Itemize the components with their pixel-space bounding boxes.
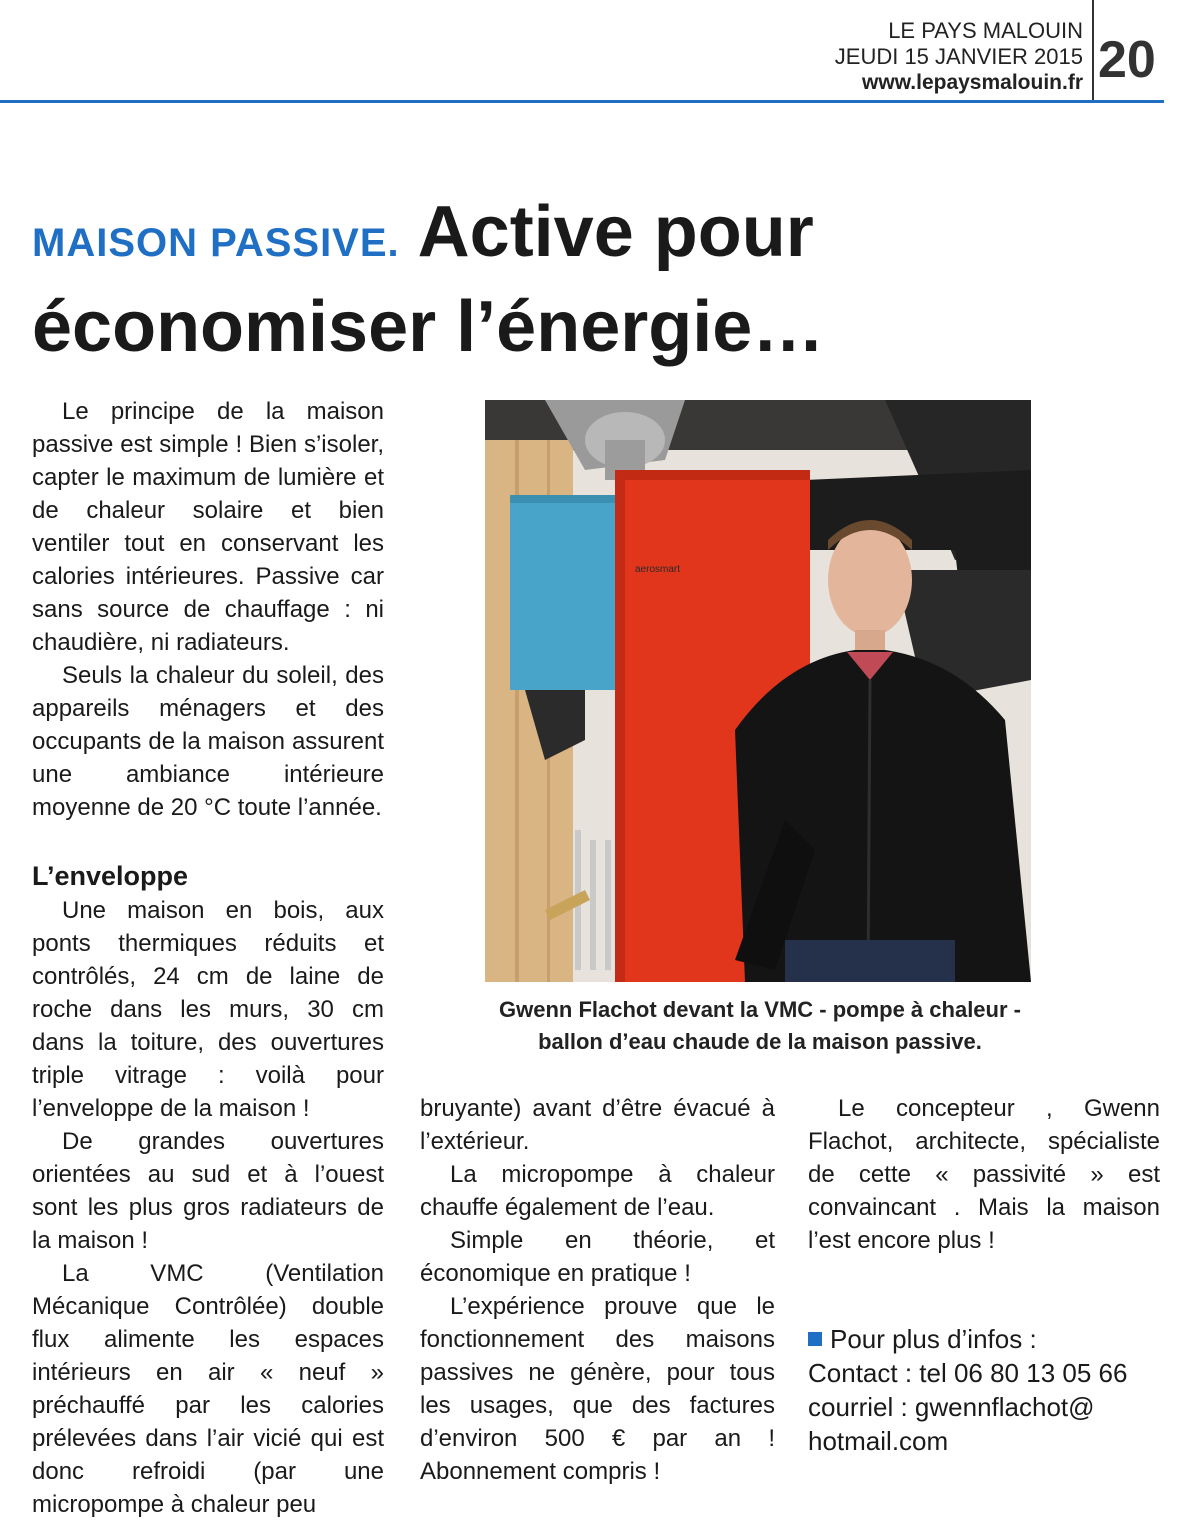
paragraph: La VMC (Ventilation Mécanique Contrôlée) double flux alimente les espaces intérieurs en air « neuf » préchauffé par les calories prélevées dans l’air vicié qui est donc refroidi (par une micropompe à chaleur peu: [32, 1260, 384, 1518]
subheading: L’enveloppe: [32, 861, 189, 891]
newspaper-url[interactable]: www.lepaysmalouin.fr: [862, 71, 1083, 94]
header-rule: [0, 100, 1164, 103]
caption-line: ballon d’eau chaude de la maison passive.: [538, 1029, 982, 1054]
paragraph: bruyante) avant d’être évacué à l’extérieur.: [420, 1095, 775, 1155]
masthead-divider: [1092, 0, 1094, 102]
info-heading: Pour plus d’infos :: [808, 1322, 1168, 1356]
headline-title: Active pour économiser l’énergie…: [32, 192, 825, 367]
contact-email[interactable]: courriel : gwennflachot@: [808, 1392, 1095, 1422]
paragraph: L’expérience prouve que le fonctionnement des maisons passives ne génère, pour tous les usages, que des factures d’environ 500 € par an ! Abonnement compris !: [420, 1293, 775, 1485]
square-bullet-icon: [808, 1332, 822, 1346]
paragraph: Le concepteur , Gwenn Flachot, architecte, spécialiste de cette « passivité » est convaincant . Mais la maison l’est encore plus !: [808, 1095, 1160, 1254]
contact-phone: Contact : tel 06 80 13 05 66: [808, 1358, 1128, 1388]
paragraph: Une maison en bois, aux ponts thermiques réduits et contrôlés, 24 cm de laine de roche dans les murs, 30 cm dans la toiture, des ouvertures triple vitrage : voilà pour l’enveloppe de la maison !: [32, 897, 384, 1122]
unit-brand-label: aerosmart: [635, 564, 681, 575]
info-box: [808, 1322, 1168, 1458]
newspaper-name: LE PAYS MALOUIN: [888, 18, 1083, 43]
article-photo: [485, 400, 1031, 982]
contact-email[interactable]: hotmail.com: [808, 1426, 949, 1456]
photo-caption: [420, 994, 1100, 1058]
paragraph: Seuls la chaleur du soleil, des appareils ménagers et des occupants de la maison assurent une ambiance intérieure moyenne de 20 °C toute l’année.: [32, 662, 384, 821]
article-column-right: [808, 1092, 1160, 1257]
article-column-left: [32, 395, 384, 1521]
paragraph: Le principe de la maison passive est simple ! Bien s’isoler, capter le maximum de lumière et de chaleur solaire et bien ventiler tout en conservant les calories intérieures. Passive car sans source de chauffage : ni chaudière, ni radiateurs.: [32, 398, 384, 656]
article-headline: [32, 190, 1152, 369]
page-number: 20: [1098, 31, 1156, 89]
headline-kicker: MAISON PASSIVE.: [32, 221, 400, 265]
caption-line: Gwenn Flachot devant la VMC - pompe à chaleur -: [499, 997, 1021, 1022]
paragraph: Simple en théorie, et économique en pratique !: [420, 1227, 775, 1287]
paragraph: La micropompe à chaleur chauffe également de l’eau.: [420, 1161, 775, 1221]
article-column-middle: [420, 1092, 775, 1488]
masthead: [683, 18, 1083, 96]
paragraph: De grandes ouvertures orientées au sud et à l’ouest sont les plus gros radiateurs de la maison !: [32, 1128, 384, 1254]
issue-date: JEUDI 15 JANVIER 2015: [834, 44, 1083, 69]
